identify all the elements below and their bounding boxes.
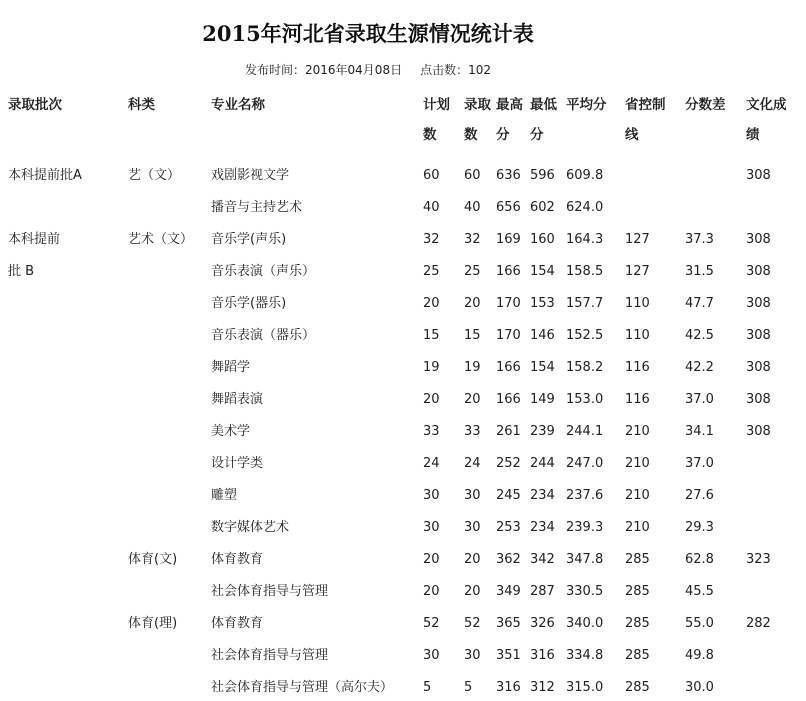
cell-lowest: 287 bbox=[530, 584, 555, 599]
cell-major: 社会体育指导与管理 bbox=[211, 648, 329, 663]
cell-lowest: 602 bbox=[530, 200, 555, 215]
cell-major: 音乐学(器乐) bbox=[211, 296, 287, 311]
cell-highest: 253 bbox=[496, 520, 521, 535]
cell-major: 音乐学(声乐) bbox=[211, 232, 287, 247]
cell-average: 164.3 bbox=[566, 232, 604, 247]
cell-plan: 30 bbox=[423, 488, 440, 503]
cell-major: 美术学 bbox=[211, 424, 251, 439]
cell-highest: 636 bbox=[496, 168, 521, 183]
cell-control: 127 bbox=[625, 232, 650, 247]
cell-highest: 166 bbox=[496, 264, 521, 279]
cell-highest: 166 bbox=[496, 392, 521, 407]
cell-highest: 362 bbox=[496, 552, 521, 567]
cell-enrolled: 20 bbox=[464, 392, 481, 407]
cell-control: 110 bbox=[625, 328, 650, 343]
cell-control: 116 bbox=[625, 360, 650, 375]
cell-plan: 19 bbox=[423, 360, 440, 375]
cell-lowest: 596 bbox=[530, 168, 555, 183]
cell-plan: 25 bbox=[423, 264, 440, 279]
header-plan-line: 数 bbox=[423, 127, 437, 143]
cell-lowest: 154 bbox=[530, 360, 555, 375]
header-culture bbox=[746, 90, 787, 150]
cell-diff: 49.8 bbox=[685, 648, 714, 663]
cell-culture: 308 bbox=[746, 264, 771, 279]
cell-average: 609.8 bbox=[566, 168, 604, 183]
cell-plan: 33 bbox=[423, 424, 440, 439]
header-lowest bbox=[530, 90, 557, 150]
cell-control: 210 bbox=[625, 520, 650, 535]
cell-enrolled: 19 bbox=[464, 360, 481, 375]
cell-average: 244.1 bbox=[566, 424, 604, 439]
cell-control: 285 bbox=[625, 616, 650, 631]
header-highest-line: 分 bbox=[496, 127, 510, 143]
cell-major: 数字媒体艺术 bbox=[211, 520, 290, 535]
cell-major: 社会体育指导与管理（高尔夫） bbox=[211, 680, 394, 695]
cell-major: 舞蹈表演 bbox=[211, 392, 264, 407]
cell-plan: 20 bbox=[423, 552, 440, 567]
batch-label: 本科提前批A bbox=[8, 168, 82, 183]
cell-control: 285 bbox=[625, 648, 650, 663]
cell-diff: 34.1 bbox=[685, 424, 714, 439]
cell-plan: 24 bbox=[423, 456, 440, 471]
cell-diff: 42.2 bbox=[685, 360, 714, 375]
header-batch-line: 录取批次 bbox=[8, 97, 62, 113]
cell-highest: 349 bbox=[496, 584, 521, 599]
header-highest bbox=[496, 90, 523, 150]
cell-enrolled: 20 bbox=[464, 552, 481, 567]
cell-diff: 27.6 bbox=[685, 488, 714, 503]
header-diff bbox=[685, 90, 726, 120]
cell-plan: 32 bbox=[423, 232, 440, 247]
page-title: 2015年河北省录取生源情况统计表 bbox=[202, 21, 534, 46]
cell-major: 播音与主持艺术 bbox=[211, 200, 303, 215]
cell-average: 158.5 bbox=[566, 264, 604, 279]
publish-date: 2016年04月08日 bbox=[305, 63, 403, 77]
cell-lowest: 160 bbox=[530, 232, 555, 247]
header-plan-line: 计划 bbox=[423, 97, 450, 113]
cell-average: 239.3 bbox=[566, 520, 604, 535]
cell-average: 153.0 bbox=[566, 392, 604, 407]
cell-lowest: 154 bbox=[530, 264, 555, 279]
cell-control: 210 bbox=[625, 424, 650, 439]
batch-label: 批 B bbox=[8, 264, 35, 279]
header-enrolled bbox=[464, 90, 491, 150]
clicks-label: 点击数： bbox=[420, 63, 469, 77]
cell-diff: 47.7 bbox=[685, 296, 714, 311]
cell-culture: 323 bbox=[746, 552, 771, 567]
cell-highest: 316 bbox=[496, 680, 521, 695]
cell-lowest: 234 bbox=[530, 488, 555, 503]
header-lowest-line: 分 bbox=[530, 127, 544, 143]
cell-plan: 20 bbox=[423, 296, 440, 311]
cell-major: 音乐表演（器乐） bbox=[211, 328, 316, 343]
cell-major: 设计学类 bbox=[211, 456, 264, 471]
cell-lowest: 326 bbox=[530, 616, 555, 631]
cell-average: 157.7 bbox=[566, 296, 604, 311]
header-control bbox=[625, 90, 666, 150]
publish-meta bbox=[0, 61, 736, 78]
cell-culture: 308 bbox=[746, 328, 771, 343]
header-enrolled-line: 录取 bbox=[464, 97, 491, 113]
cell-plan: 20 bbox=[423, 392, 440, 407]
cell-enrolled: 52 bbox=[464, 616, 481, 631]
cell-highest: 351 bbox=[496, 648, 521, 663]
cell-major: 音乐表演（声乐） bbox=[211, 264, 316, 279]
header-enrolled-line: 数 bbox=[464, 127, 478, 143]
cell-diff: 55.0 bbox=[685, 616, 714, 631]
cell-average: 340.0 bbox=[566, 616, 604, 631]
clicks-count: 102 bbox=[468, 63, 492, 77]
cell-average: 315.0 bbox=[566, 680, 604, 695]
header-major-line: 专业名称 bbox=[211, 97, 265, 113]
cell-culture: 308 bbox=[746, 168, 771, 183]
cell-culture: 308 bbox=[746, 360, 771, 375]
cell-diff: 62.8 bbox=[685, 552, 714, 567]
cell-diff: 42.5 bbox=[685, 328, 714, 343]
cell-control: 285 bbox=[625, 552, 650, 567]
category-label: 艺（文） bbox=[128, 168, 181, 183]
cell-control: 210 bbox=[625, 456, 650, 471]
cell-plan: 20 bbox=[423, 584, 440, 599]
cell-culture: 308 bbox=[746, 392, 771, 407]
cell-highest: 252 bbox=[496, 456, 521, 471]
cell-average: 347.8 bbox=[566, 552, 604, 567]
cell-major: 舞蹈学 bbox=[211, 360, 251, 375]
cell-average: 330.5 bbox=[566, 584, 604, 599]
category-label: 体育(文) bbox=[128, 552, 178, 567]
cell-highest: 245 bbox=[496, 488, 521, 503]
cell-major: 戏剧影视文学 bbox=[211, 168, 290, 183]
cell-culture: 282 bbox=[746, 616, 771, 631]
cell-lowest: 316 bbox=[530, 648, 555, 663]
cell-culture: 308 bbox=[746, 424, 771, 439]
batch-label: 本科提前 bbox=[8, 232, 61, 247]
cell-enrolled: 30 bbox=[464, 520, 481, 535]
cell-enrolled: 32 bbox=[464, 232, 481, 247]
cell-major: 体育教育 bbox=[211, 616, 264, 631]
cell-average: 237.6 bbox=[566, 488, 604, 503]
cell-diff: 31.5 bbox=[685, 264, 714, 279]
cell-diff: 29.3 bbox=[685, 520, 714, 535]
cell-lowest: 149 bbox=[530, 392, 555, 407]
header-control-line: 线 bbox=[625, 127, 639, 143]
header-control-line: 省控制 bbox=[625, 97, 666, 113]
header-average bbox=[566, 90, 607, 120]
cell-plan: 30 bbox=[423, 520, 440, 535]
cell-culture: 308 bbox=[746, 232, 771, 247]
cell-highest: 170 bbox=[496, 328, 521, 343]
cell-average: 152.5 bbox=[566, 328, 604, 343]
header-diff-line: 分数差 bbox=[685, 97, 726, 113]
cell-highest: 170 bbox=[496, 296, 521, 311]
header-culture-line: 文化成 bbox=[746, 97, 787, 113]
cell-average: 624.0 bbox=[566, 200, 604, 215]
header-culture-line: 绩 bbox=[746, 127, 760, 143]
cell-control: 285 bbox=[625, 584, 650, 599]
cell-lowest: 239 bbox=[530, 424, 555, 439]
header-lowest-line: 最低 bbox=[530, 97, 557, 113]
cell-highest: 365 bbox=[496, 616, 521, 631]
category-label: 体育(理) bbox=[128, 616, 178, 631]
cell-enrolled: 30 bbox=[464, 488, 481, 503]
cell-major: 雕塑 bbox=[211, 488, 238, 503]
cell-plan: 52 bbox=[423, 616, 440, 631]
cell-highest: 656 bbox=[496, 200, 521, 215]
cell-lowest: 312 bbox=[530, 680, 555, 695]
cell-diff: 45.5 bbox=[685, 584, 714, 599]
cell-major: 体育教育 bbox=[211, 552, 264, 567]
cell-control: 127 bbox=[625, 264, 650, 279]
cell-enrolled: 40 bbox=[464, 200, 481, 215]
category-label: 艺术（文） bbox=[128, 232, 194, 247]
cell-control: 116 bbox=[625, 392, 650, 407]
cell-diff: 30.0 bbox=[685, 680, 714, 695]
cell-average: 158.2 bbox=[566, 360, 604, 375]
cell-plan: 60 bbox=[423, 168, 440, 183]
cell-culture: 308 bbox=[746, 296, 771, 311]
cell-plan: 40 bbox=[423, 200, 440, 215]
cell-enrolled: 20 bbox=[464, 296, 481, 311]
cell-plan: 30 bbox=[423, 648, 440, 663]
cell-average: 247.0 bbox=[566, 456, 604, 471]
cell-lowest: 342 bbox=[530, 552, 555, 567]
cell-control: 110 bbox=[625, 296, 650, 311]
cell-control: 210 bbox=[625, 488, 650, 503]
publish-label: 发布时间： bbox=[244, 63, 305, 77]
cell-lowest: 146 bbox=[530, 328, 555, 343]
cell-control: 285 bbox=[625, 680, 650, 695]
cell-enrolled: 60 bbox=[464, 168, 481, 183]
cell-major: 社会体育指导与管理 bbox=[211, 584, 329, 599]
header-plan bbox=[423, 90, 450, 150]
cell-diff: 37.0 bbox=[685, 456, 714, 471]
cell-enrolled: 15 bbox=[464, 328, 481, 343]
header-batch bbox=[8, 90, 62, 120]
header-major bbox=[211, 90, 265, 120]
cell-plan: 5 bbox=[423, 680, 432, 695]
cell-enrolled: 5 bbox=[464, 680, 473, 695]
cell-lowest: 244 bbox=[530, 456, 555, 471]
cell-diff: 37.0 bbox=[685, 392, 714, 407]
header-average-line: 平均分 bbox=[566, 97, 607, 113]
cell-highest: 166 bbox=[496, 360, 521, 375]
cell-enrolled: 20 bbox=[464, 584, 481, 599]
cell-diff: 37.3 bbox=[685, 232, 714, 247]
cell-highest: 169 bbox=[496, 232, 521, 247]
cell-enrolled: 30 bbox=[464, 648, 481, 663]
header-highest-line: 最高 bbox=[496, 97, 523, 113]
cell-lowest: 234 bbox=[530, 520, 555, 535]
cell-enrolled: 24 bbox=[464, 456, 481, 471]
cell-plan: 15 bbox=[423, 328, 440, 343]
cell-enrolled: 25 bbox=[464, 264, 481, 279]
header-category-line: 科类 bbox=[128, 97, 155, 113]
header-category bbox=[128, 90, 155, 120]
cell-lowest: 153 bbox=[530, 296, 555, 311]
cell-enrolled: 33 bbox=[464, 424, 481, 439]
cell-average: 334.8 bbox=[566, 648, 604, 663]
cell-highest: 261 bbox=[496, 424, 521, 439]
